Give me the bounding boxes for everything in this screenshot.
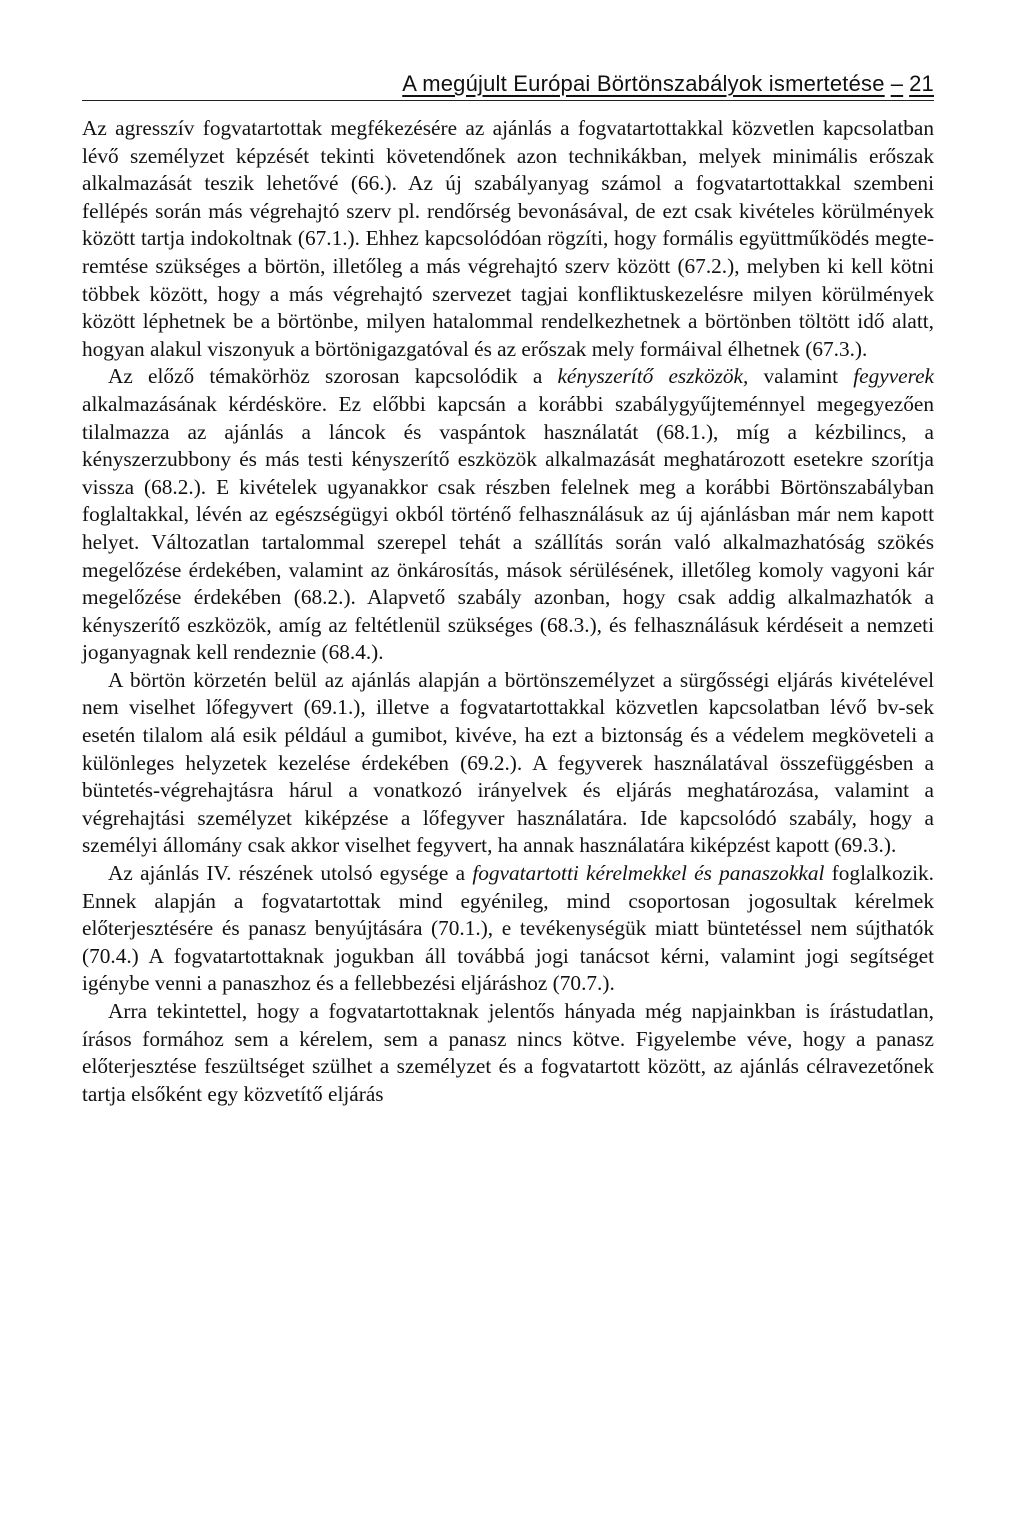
page-number: 21 [909, 71, 934, 96]
paragraph-text: Arra tekintettel, hogy a fogvatartottaknak jelentős hányada még napjainkban is írástudatlan, írásos formához sem a kérelem, sem a panasz nincs kötve. Figyelembe véve, hogy a panasz előterjesztése feszültséget szülhet a személyzet és a fogvatartott között, az ajánlás célravezetőnek tartja elsőként egy közvetítő eljárás [82, 999, 934, 1106]
paragraph-text: Az ajánlás IV. részének utolsó egysége a [108, 861, 473, 886]
paragraph-text: valamint [748, 364, 854, 389]
header-separator: – [890, 71, 904, 96]
paragraph-text: Az előző témakörhöz szorosan kapcsolódik a [108, 364, 558, 389]
paragraph-restraint-training [82, 115, 934, 363]
emphasis-restraint-instruments: kényszerítő eszközök, [557, 364, 749, 389]
paragraph-text: foglalkozik. Ennek alapján a fogvatartottak mind egyénileg, mind csoportosan jogosultak kérelmek előterjesztésére és panasz benyújtására (70.1.), e tevékenységük miatt büntetéssel nem sújthatók (70.4.) A fogvatartottaknak jogukban áll továbbá jogi tanácsot kérni, valamint jogi segítséget igénybe venni a panaszhoz és a fellebbezési eljáráshoz (70.7.). [82, 861, 934, 996]
book-page [82, 66, 934, 1108]
paragraph-text: Az agresszív fogvatartottak megfékezésére az ajánlás a fogvatartottakkal közvetlen kapcsolatban lévő személyzet képzését tekinti követendőnek azon technikákban, melyek minimális erőszak alkalmazását teszik lehetővé (66.). Az új szabályanyag számol a fogvatartottakkal szembeni fellépés során más végrehajtó szerv pl. rendőrség bevonásával, de ezt csak kivételes körülmények között tartja indokoltnak (67.1.). Ehhez kapcsolódóan rögzíti, hogy formális együttműködés megteremtése szükséges a börtön, illetőleg a más végrehajtó szerv között (67.2.), melyben ki kell kötni többek között, hogy a más végrehajtó szervezet tagjai konfliktuskezelésre milyen körülmények között léphetnek be a börtönbe, milyen hatalommal rendelkezhetnek a börtönben töltött idő alatt, hogyan alakul viszonyuk a börtönigazgatóval és az erőszak mely formáival élhetnek (67.3.). [82, 116, 934, 361]
running-header [82, 66, 934, 101]
running-header-title [402, 71, 934, 97]
paragraph-firearms [82, 667, 934, 860]
emphasis-requests-complaints: fogvatartotti kérelmekkel és panaszokkal [472, 861, 825, 886]
paragraph-restraint-instruments [82, 363, 934, 667]
header-title-text: A megújult Európai Börtönszabályok ismertetése [402, 71, 885, 96]
paragraph-requests-complaints [82, 860, 934, 998]
emphasis-weapons: fegyverek [853, 364, 934, 389]
body-text [82, 115, 934, 1108]
paragraph-mediation [82, 998, 934, 1108]
paragraph-text: A börtön körzetén belül az ajánlás alapján a börtönszemélyzet a sürgősségi eljárás kivételével nem viselhet lőfegyvert (69.1.), illetve a fogvatartottakkal közvetlen kapcsolatban lévő bv-sek esetén tilalom alá esik például a gumibot, kivéve, ha ezt a biztonság és a védelem megköveteli a különleges helyzetek kezelése érdekében (69.2.). A fegyverek használatával összefüggésben a büntetés-végrehajtásra hárul a vonatkozó irányelvek és eljárás meghatározása, valamint a végrehajtási személyzet kiképzése a lőfegyver használatára. Ide kapcsolódó szabály, hogy a személyi állomány csak akkor viselhet fegyvert, ha annak használatára kiképzést kapott (69.3.). [82, 667, 934, 858]
paragraph-text: alkalmazásának kérdésköre. Ez előbbi kapcsán a korábbi szabálygyűjteménnyel megegyezően tilalmazza az ajánlás a láncok és vaspántok használatát (68.1.), míg a kézbilincs, a kényszerzubbony és más testi kényszerítő eszközök alkalmazását meghatározott esetekre szorítja vissza (68.2.). E kivételek ugyanakkor csak részben felelnek meg a korábbi Börtönszabályban foglaltakkal, lévén az egészségügyi okból történő felhasználásuk az új ajánlásban már nem kapott helyet. Változatlan tartalommal szerepel tehát a szállítás során való alkalmazhatóság szökés megelőzése érdekében, valamint az önkárosítás, mások sérülésének, illetőleg komoly vagyoni kár megelőzése érdekében (68.2.). Alapvető szabály azonban, hogy csak addig alkalmazhatók a kényszerítő eszközök, amíg az feltétlenül szükséges (68.3.), és felhasználásuk kérdéseit a nemzeti joganyagnak kell rendeznie (68.4.). [82, 391, 934, 665]
